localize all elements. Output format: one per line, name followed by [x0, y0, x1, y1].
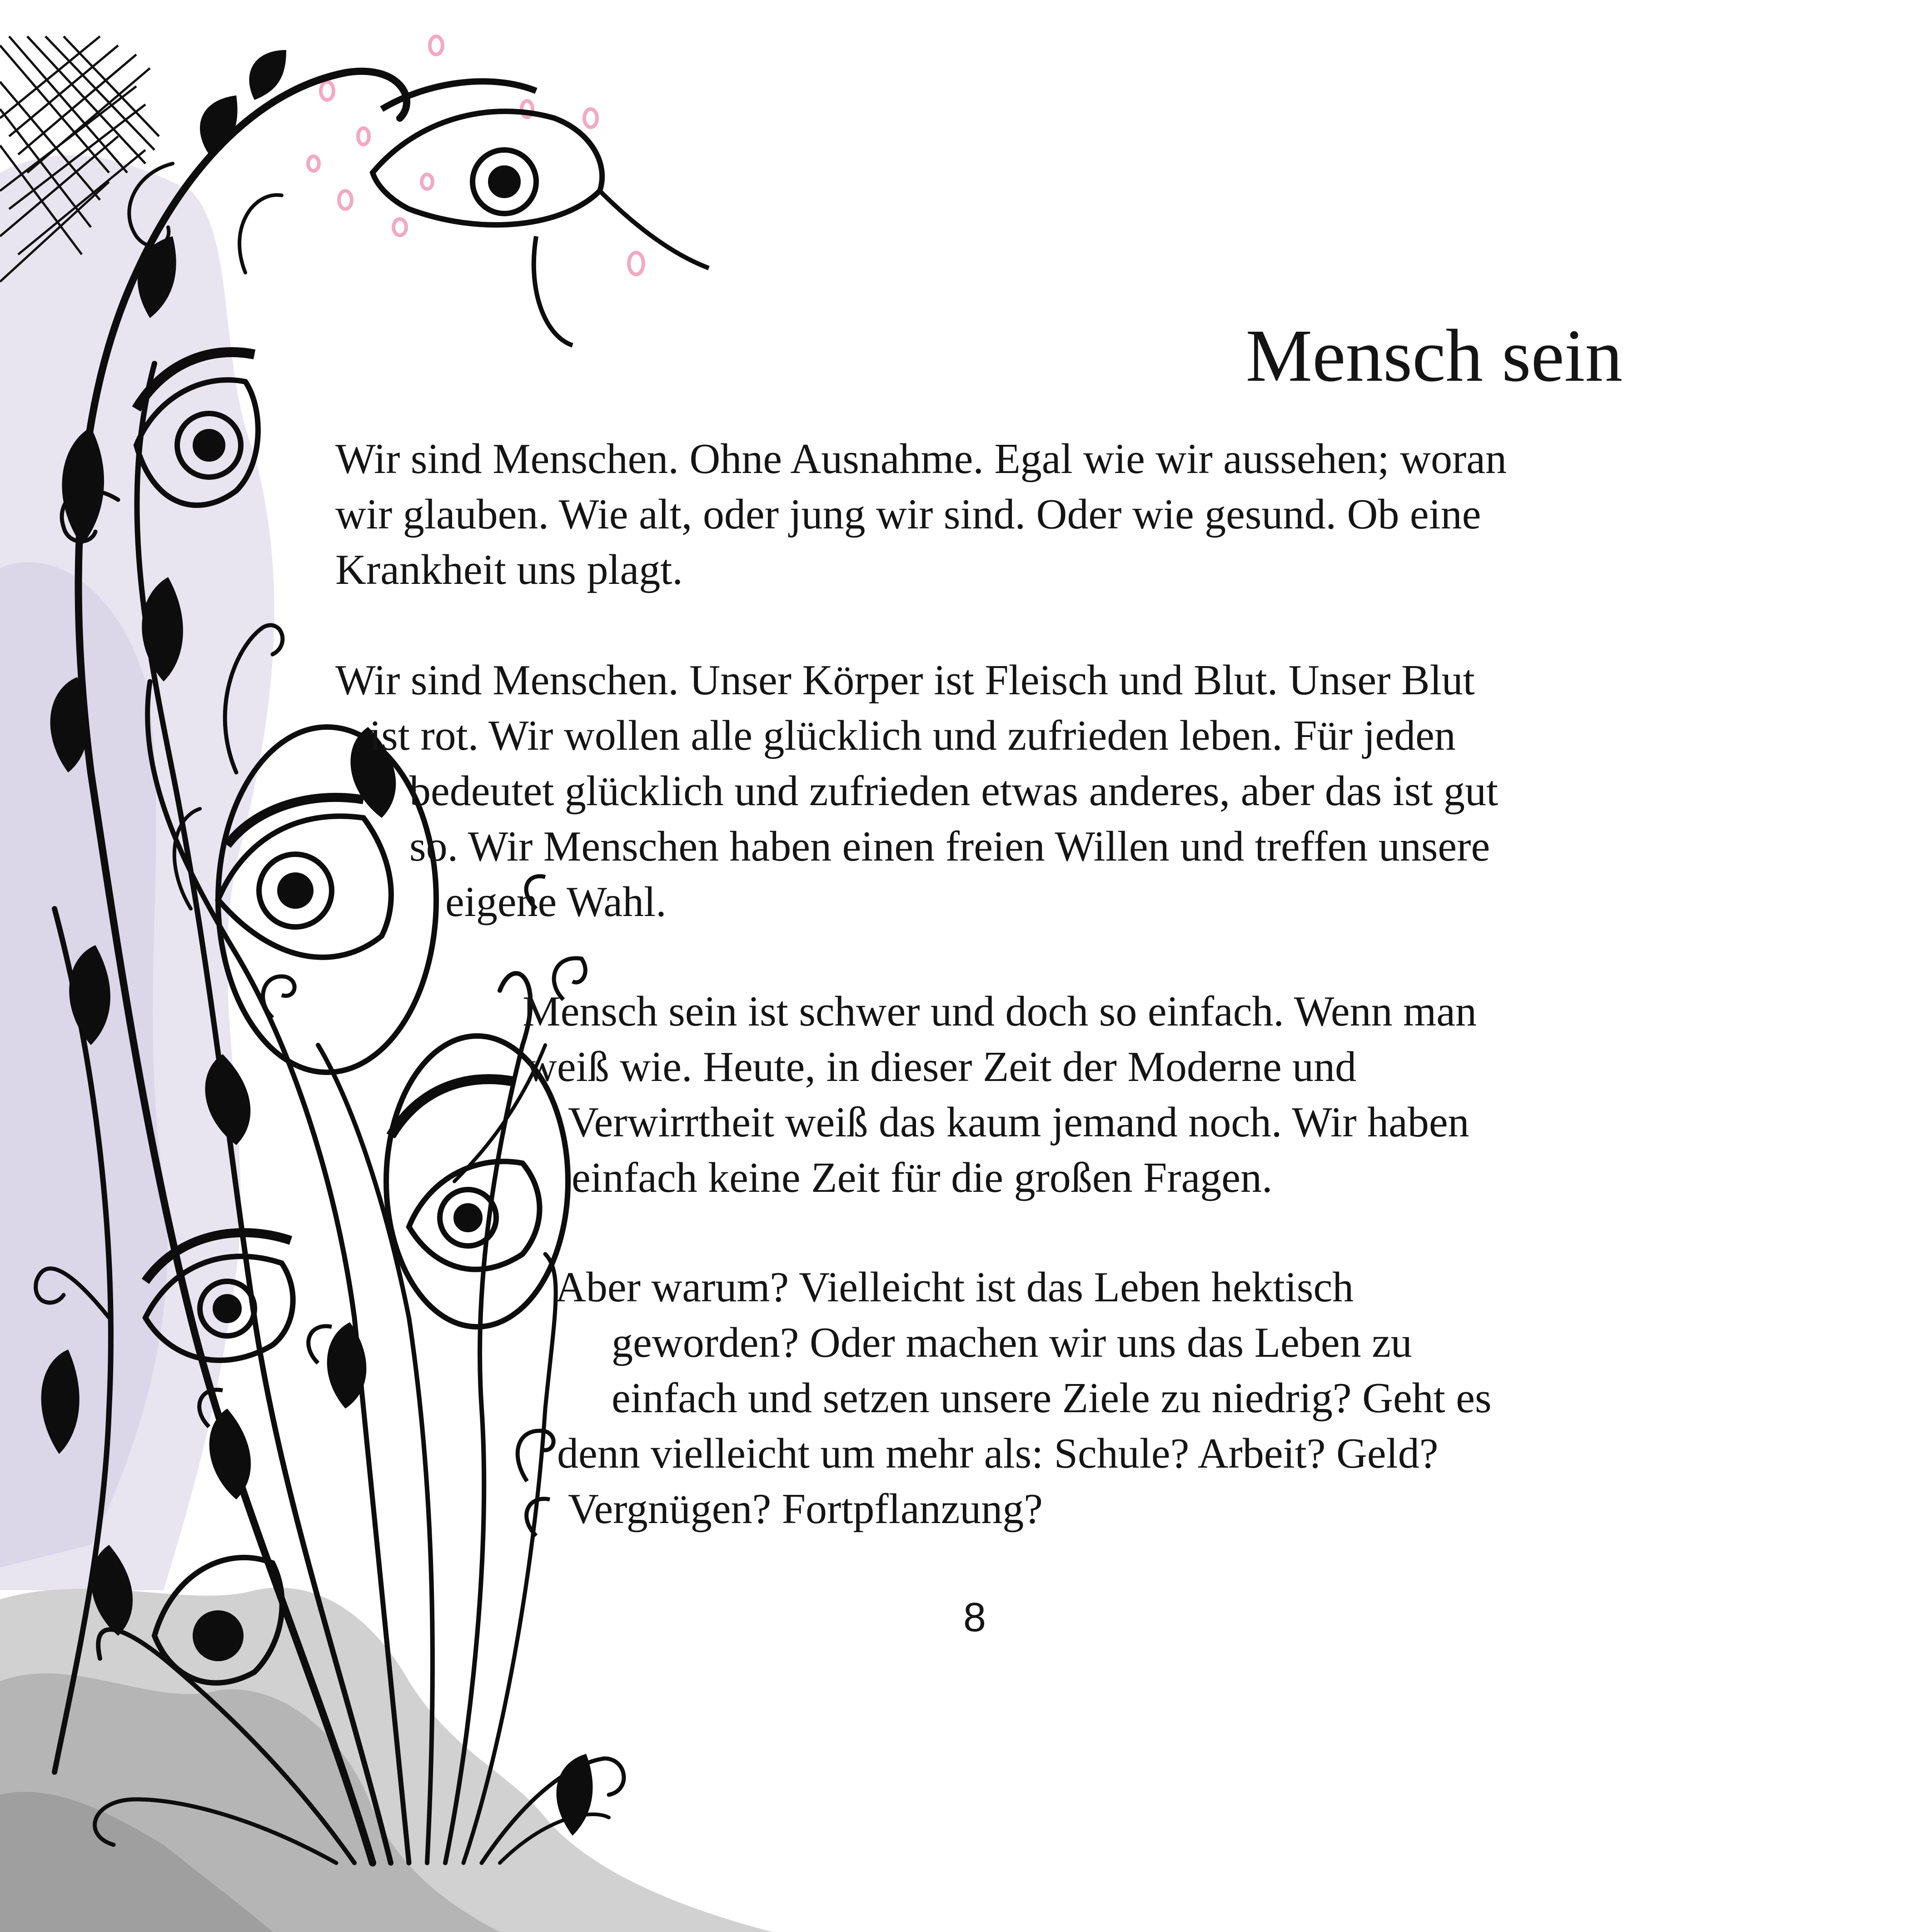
text-line: Mensch sein ist schwer und doch so einfach. Wenn man — [523, 988, 1477, 1035]
eyes-and-vines-ornament-icon — [0, 0, 818, 1932]
curls — [199, 876, 586, 1536]
text-line: denn vielleicht um mehr als: Schule? Arbeit? Geld? — [557, 1430, 1439, 1477]
page-title: Mensch sein — [1245, 314, 1623, 397]
text-line: Vergnügen? Fortpflanzung? — [568, 1485, 1043, 1533]
text-line: einfach und setzen unsere Ziele zu niedrig? Geht es — [612, 1374, 1492, 1422]
text-line: Wir sind Menschen. Ohne Ausnahme. Egal wie wir aussehen; woran — [335, 435, 1507, 483]
text-line: weiß wie. Heute, in dieser Zeit der Moderne und — [526, 1043, 1357, 1090]
text-line: ist rot. Wir wollen alle glücklich und zufrieden leben. Für jeden — [369, 712, 1456, 759]
text-line: eigene Wahl. — [445, 878, 667, 926]
page-number: 8 — [963, 1595, 986, 1640]
text-line: einfach keine Zeit für die großen Fragen. — [572, 1154, 1273, 1201]
text-line: Aber warum? Vielleicht ist das Leben hektisch — [555, 1264, 1354, 1311]
text-line: geworden? Oder machen wir uns das Leben zu — [612, 1319, 1412, 1366]
text-line: wir glauben. Wie alt, oder jung wir sind. Oder wie gesund. Ob eine — [335, 491, 1481, 538]
text-line: Krankheit uns plagt. — [335, 546, 683, 593]
text-line: Wir sind Menschen. Unser Körper ist Fleisch und Blut. Unser Blut — [335, 657, 1475, 704]
text-line: so. Wir Menschen haben einen freien Willen und treffen unsere — [409, 823, 1490, 870]
text-line: bedeutet glücklich und zufrieden etwas anderes, aber das ist gut — [409, 767, 1499, 815]
text-line: Verwirrtheit weiß das kaum jemand noch. Wir haben — [568, 1099, 1469, 1146]
